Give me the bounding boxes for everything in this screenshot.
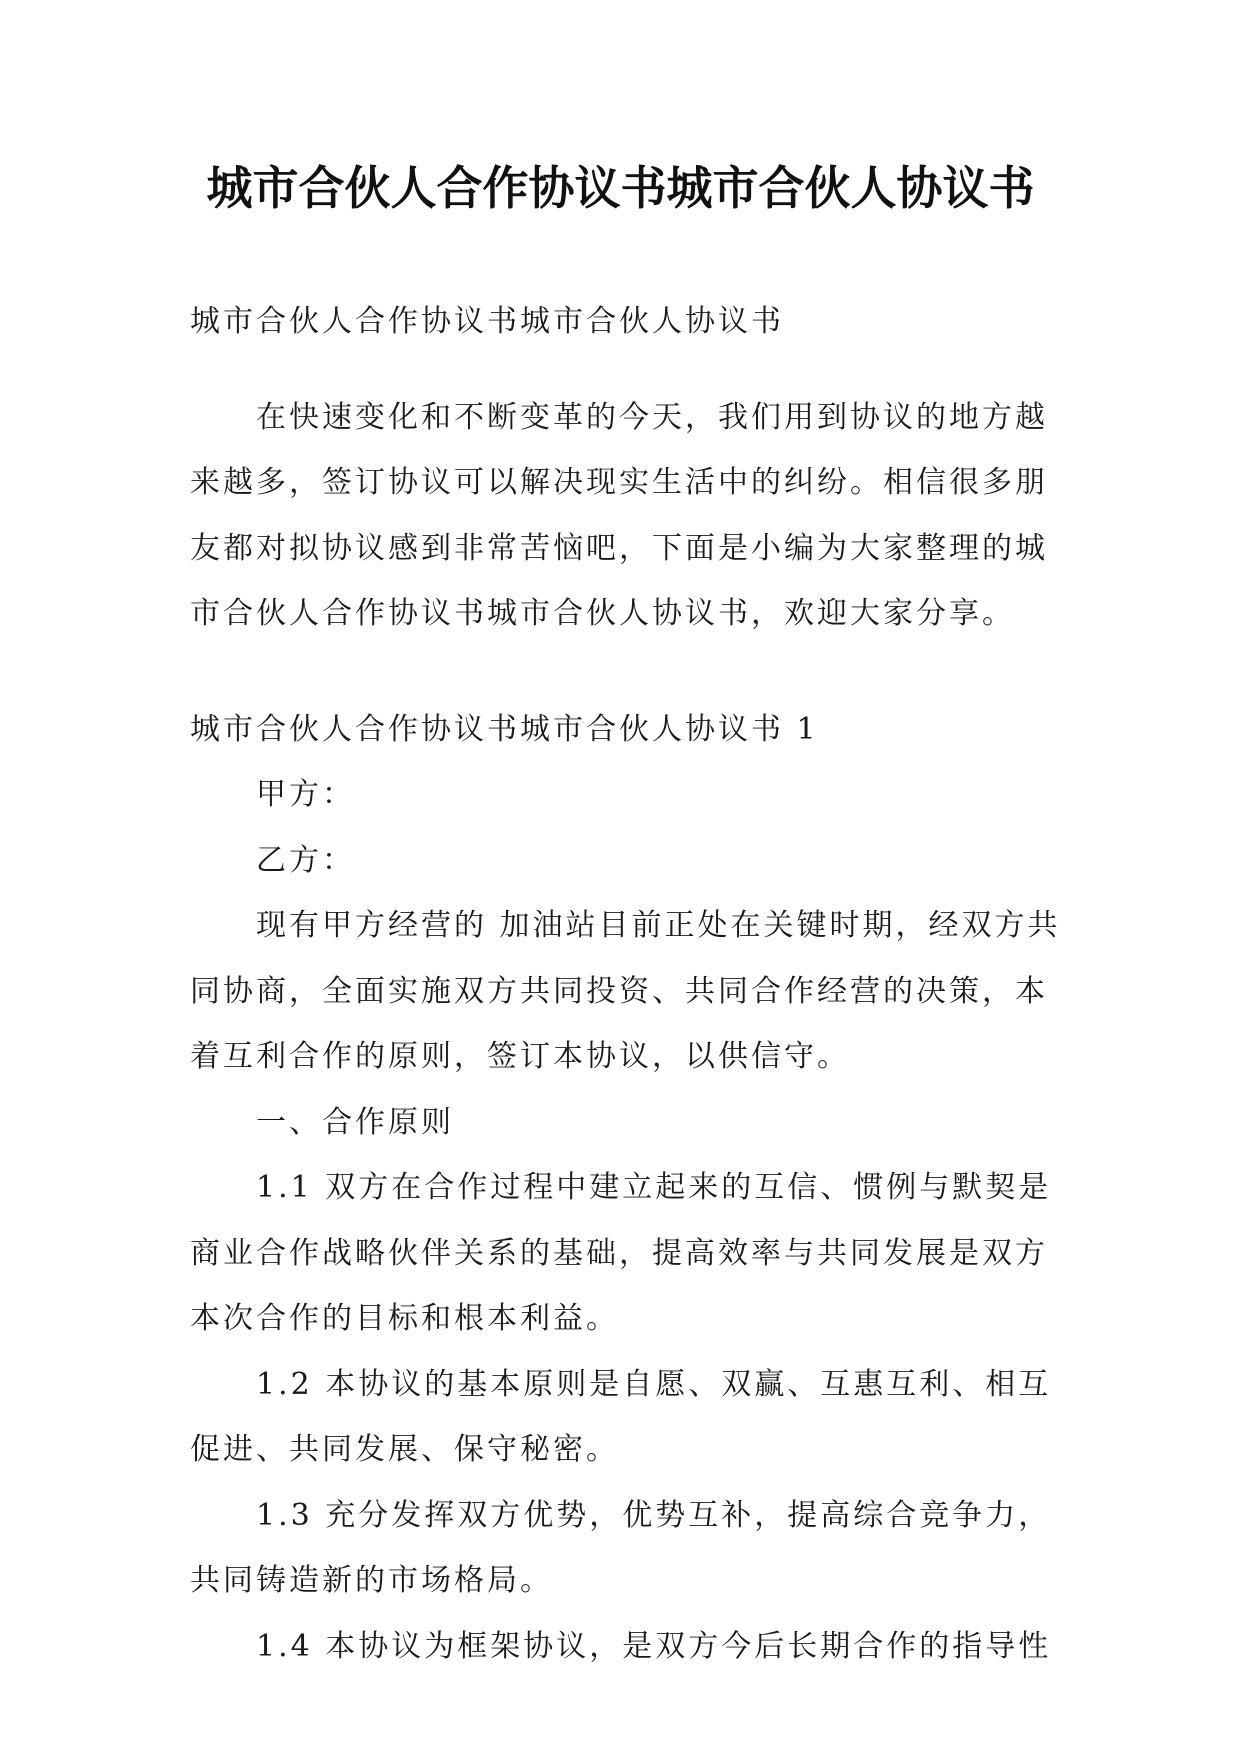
clause-paragraph: 1.3 充分发挥双方优势，优势互补，提高综合竞争力，共同铸造新的市场格局。	[190, 1497, 1052, 1598]
preamble-paragraph: 现有甲方经营的 加油站目前正处在关键时期，经双方共同协商，全面实施双方共同投资、共同合作经营的决策，本着互利合作的原则，签订本协议，以供信守。	[190, 908, 1061, 1074]
party-a-label: 甲方：	[256, 777, 355, 812]
section-heading: 城市合伙人合作协议书城市合伙人协议书 1	[190, 711, 819, 747]
clause-paragraph: 1.4 本协议为框架协议，是双方今后长期合作的指导性	[256, 1628, 1052, 1664]
spacer	[190, 355, 1070, 385]
party-b-label: 乙方：	[256, 842, 355, 878]
clause-heading: 一、合作原则	[256, 1104, 454, 1140]
document-body	[190, 289, 1070, 1679]
clause-paragraph: 1.2 本协议的基本原则是自愿、双赢、互惠互利、相互促进、共同发展、保守秘密。	[190, 1366, 1052, 1467]
document-title: 城市合伙人合作协议书城市合伙人协议书	[206, 161, 1035, 215]
spacer	[190, 647, 1070, 697]
document-subtitle: 城市合伙人合作协议书城市合伙人协议书	[190, 304, 784, 339]
clause-paragraph: 1.1 双方在合作过程中建立起来的互信、惯例与默契是商业合作战略伙伴关系的基础，提高效率与共同发展是双方本次合作的目标和根本利益。	[190, 1170, 1052, 1336]
intro-paragraph: 在快速变化和不断变革的今天，我们用到协议的地方越来越多，签订协议可以解决现实生活中的纠纷。相信很多朋友都对拟协议感到非常苦恼吧，下面是小编为大家整理的城市合伙人合作协议书城市合伙人协议书，欢迎大家分享。	[190, 399, 1048, 631]
